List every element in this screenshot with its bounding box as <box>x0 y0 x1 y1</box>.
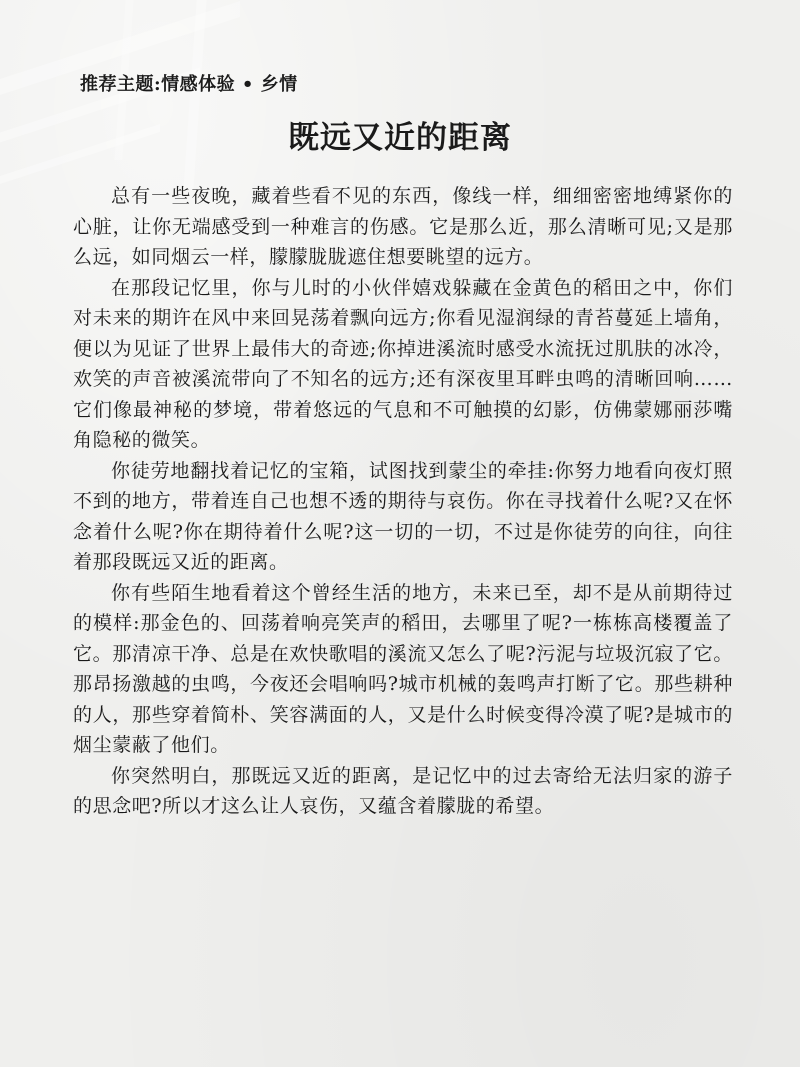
essay-paragraph: 你突然明白，那既远又近的距离，是记忆中的过去寄给无法归家的游子的思念吧?所以才这么让人哀伤，又蕴含着朦胧的希望。 <box>73 764 733 817</box>
essay-title: 既远又近的距离 <box>288 120 512 156</box>
essay-paragraph: 你有些陌生地看着这个曾经生活的地方，未来已至，却不是从前期待过的模样:那金色的、回荡着响亮笑声的稻田，去哪里了呢?一栋栋高楼覆盖了它。那清凉干净、总是在欢快歌唱的溪流又怎么了呢?污泥与垃圾沉寂了它。那昂扬激越的虫鸣，今夜还会唱响吗?城市机械的轰鸣声打断了它。那些耕种的人，那些穿着简朴、笑容满面的人，又是什么时候变得冷漠了呢?是城市的烟尘蒙蔽了他们。 <box>73 581 733 756</box>
essay-paragraph: 你徒劳地翻找着记忆的宝箱，试图找到蒙尘的牵挂:你努力地看向夜灯照不到的地方，带着连自己也想不透的期待与哀伤。你在寻找着什么呢?又在怀念着什么呢?你在期待着什么呢?这一切的一切，不过是你徒劳的向往，向往着那段既远又近的距离。 <box>73 459 733 573</box>
essay-paragraph: 总有一些夜晚，藏着些看不见的东西，像线一样，细细密密地缚紧你的心脏，让你无端感受到一种难言的伤感。它是那么近，那么清晰可见;又是那么远，如同烟云一样，朦朦胧胧遮住想要眺望的远方。 <box>73 185 733 268</box>
essay-body <box>73 181 733 822</box>
essay-paragraph: 在那段记忆里，你与儿时的小伙伴嬉戏躲藏在金黄色的稻田之中，你们对未来的期许在风中来回晃荡着飘向远方;你看见湿润绿的青苔蔓延上墙角，便以为见证了世界上最伟大的奇迹;你掉进溪流时感受水流抚过肌肤的冰冷，欢笑的声音被溪流带向了不知名的远方;还有深夜里耳畔虫鸣的清晰回响……它们像最神秘的梦境，带着悠远的气息和不可触摸的幻影，仿佛蒙娜丽莎嘴角隐秘的微笑。 <box>73 276 733 451</box>
recommended-topic: 推荐主题:情感体验 • 乡情 <box>80 74 298 95</box>
